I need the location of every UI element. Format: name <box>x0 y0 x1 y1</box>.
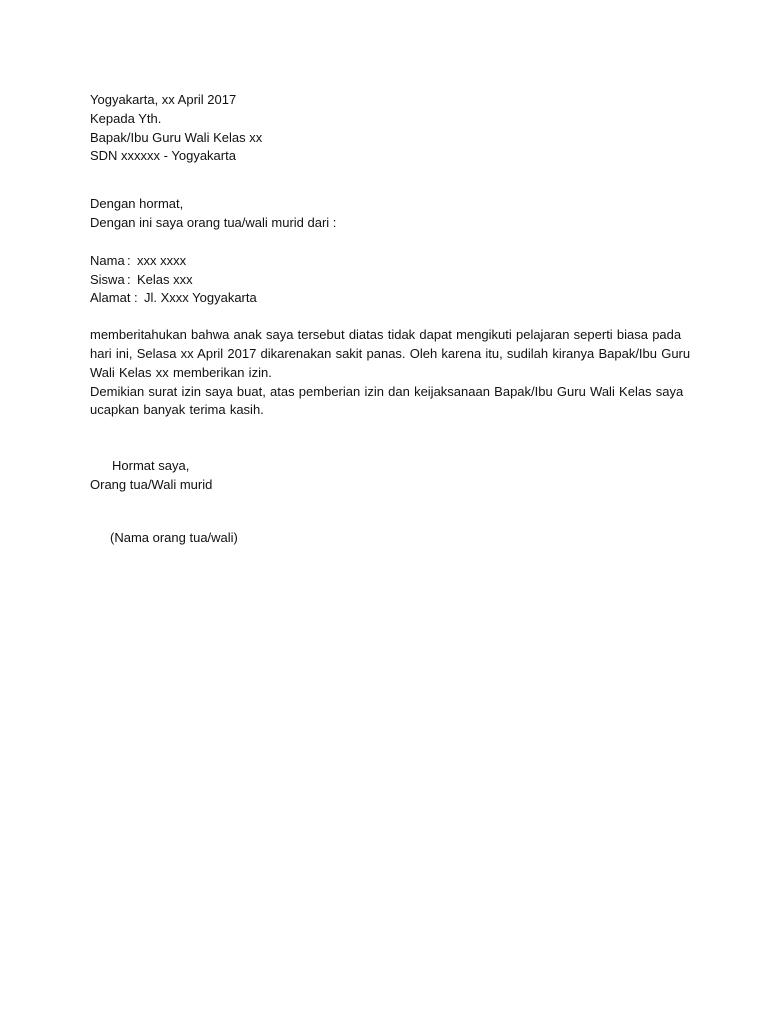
closing-regards: Hormat saya, <box>112 458 190 474</box>
spacer <box>90 166 675 195</box>
detail-label: Nama <box>90 252 125 268</box>
detail-separator: : <box>127 252 131 268</box>
signature-space <box>90 495 675 529</box>
student-details <box>90 252 675 308</box>
letter-body <box>90 91 691 548</box>
detail-row-alamat <box>90 289 675 308</box>
detail-value: Kelas xxx <box>137 271 193 287</box>
letter-header <box>90 91 675 166</box>
recipient-line-2: Bapak/Ibu Guru Wali Kelas xx <box>90 129 263 145</box>
detail-label: Alamat <box>90 290 131 306</box>
detail-row-nama <box>90 252 675 271</box>
body-line-2: hari ini, Selasa xx April 2017 dikarenakan sakit panas. Oleh karena itu, sudilah kiranya Bapak/Ibu Guru <box>90 345 691 361</box>
body-line-5: ucapkan banyak terima kasih. <box>90 402 264 418</box>
letter-closing <box>90 457 675 547</box>
detail-separator: : <box>127 271 131 287</box>
place-date: Yogyakarta, xx April 2017 <box>90 92 237 107</box>
signatory-name-placeholder: (Nama orang tua/wali) <box>110 529 238 545</box>
spacer <box>90 308 675 326</box>
closing-role: Orang tua/Wali murid <box>90 476 213 492</box>
intro-line: Dengan ini saya orang tua/wali murid dari : <box>90 214 337 230</box>
spacer <box>90 420 675 457</box>
detail-label: Siswa <box>90 271 125 287</box>
detail-row-siswa <box>90 271 675 290</box>
detail-separator: : <box>134 290 138 306</box>
recipient-line-3: SDN xxxxxx - Yogyakarta <box>90 148 236 164</box>
recipient-line-1: Kepada Yth. <box>90 110 162 126</box>
detail-value: xxx xxxx <box>137 252 187 268</box>
spacer <box>90 233 675 252</box>
detail-value: Jl. Xxxx Yogyakarta <box>144 290 257 306</box>
body-line-1: memberitahukan bahwa anak saya tersebut diatas tidak dapat mengikuti pelajaran seperti biasa pada <box>90 327 682 343</box>
body-line-4: Demikian surat izin saya buat, atas pemberian izin dan keijaksanaan Bapak/Ibu Guru Wali Kelas saya <box>90 383 684 399</box>
salutation: Dengan hormat, <box>90 196 184 212</box>
letter-opening <box>90 195 675 233</box>
letter-main-paragraph <box>90 326 691 420</box>
body-line-3: Wali Kelas xx memberikan izin. <box>90 364 272 380</box>
